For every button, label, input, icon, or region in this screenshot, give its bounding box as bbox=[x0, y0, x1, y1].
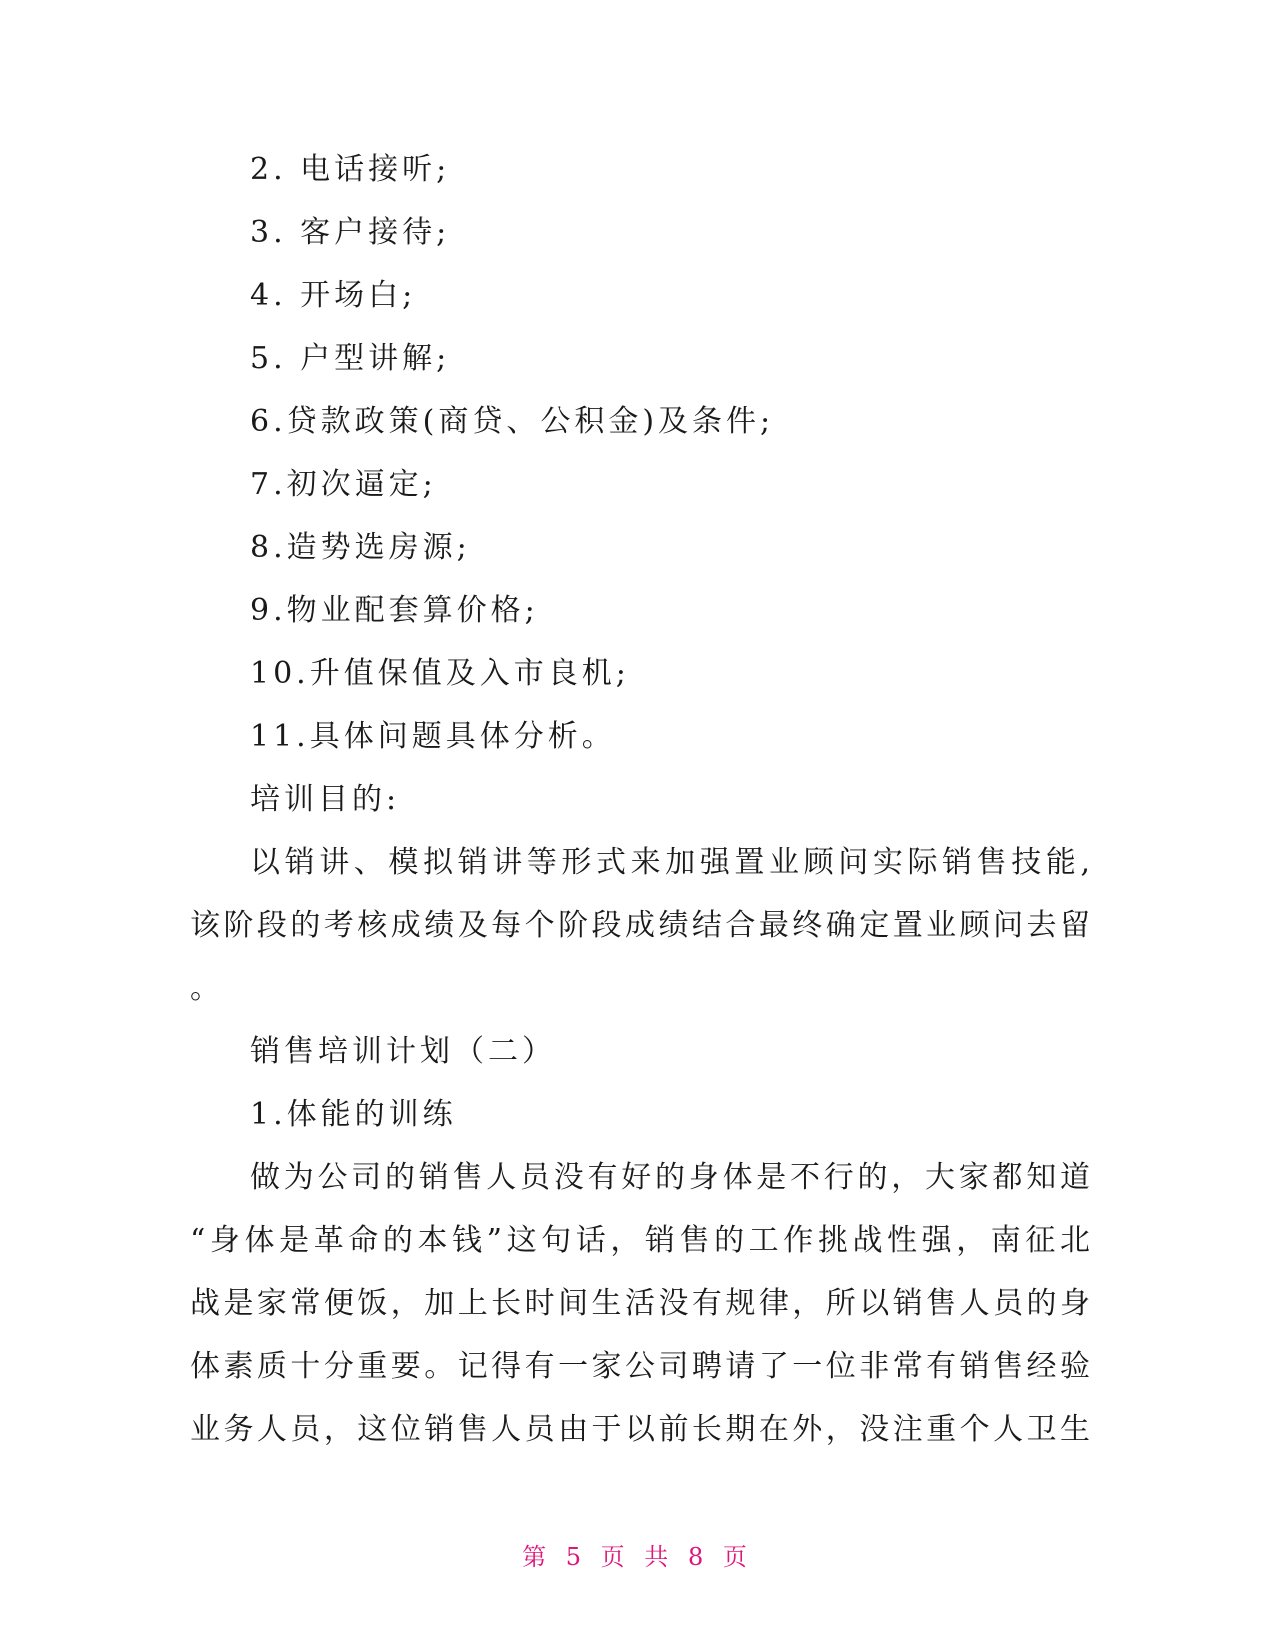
purpose-text-line: 该阶段的考核成绩及每个阶段成绩结合最终确定置业顾问去留 bbox=[190, 908, 1090, 943]
body-text-line: 做为公司的销售人员没有好的身体是不行的，大家都知道 bbox=[250, 1160, 1090, 1195]
body-text-line: 业务人员，这位销售人员由于以前长期在外，没注重个人卫生 bbox=[190, 1412, 1090, 1447]
purpose-heading: 培训目的: bbox=[250, 782, 401, 817]
list-item: 2. 电话接听; bbox=[250, 152, 451, 187]
list-item: 5. 户型讲解; bbox=[250, 341, 451, 376]
section-title: 销售培训计划（二） bbox=[250, 1034, 556, 1069]
list-item: 8.造势选房源; bbox=[250, 530, 471, 565]
purpose-text-line: 以销讲、模拟销讲等形式来加强置业顾问实际销售技能, bbox=[250, 845, 1090, 880]
list-item: 7.初次逼定; bbox=[250, 467, 437, 502]
body-text-line: 体素质十分重要。记得有一家公司聘请了一位非常有销售经验 bbox=[190, 1349, 1090, 1384]
purpose-text-line: 。 bbox=[190, 971, 224, 1006]
body-text-line: “身体是革命的本钱”这句话，销售的工作挑战性强，南征北 bbox=[190, 1223, 1090, 1258]
list-item: 10.升值保值及入市良机; bbox=[250, 656, 630, 691]
page-footer: 第 5 页 共 8 页 bbox=[522, 1543, 753, 1571]
list-item: 4. 开场白; bbox=[250, 278, 417, 313]
list-item: 3. 客户接待; bbox=[250, 215, 451, 250]
list-item: 6.贷款政策(商贷、公积金)及条件; bbox=[250, 404, 775, 439]
list-item: 11.具体问题具体分析。 bbox=[250, 719, 616, 754]
subsection-title: 1.体能的训练 bbox=[250, 1097, 457, 1132]
list-item: 9.物业配套算价格; bbox=[250, 593, 539, 628]
body-text-line: 战是家常便饭，加上长时间生活没有规律，所以销售人员的身 bbox=[190, 1286, 1090, 1321]
